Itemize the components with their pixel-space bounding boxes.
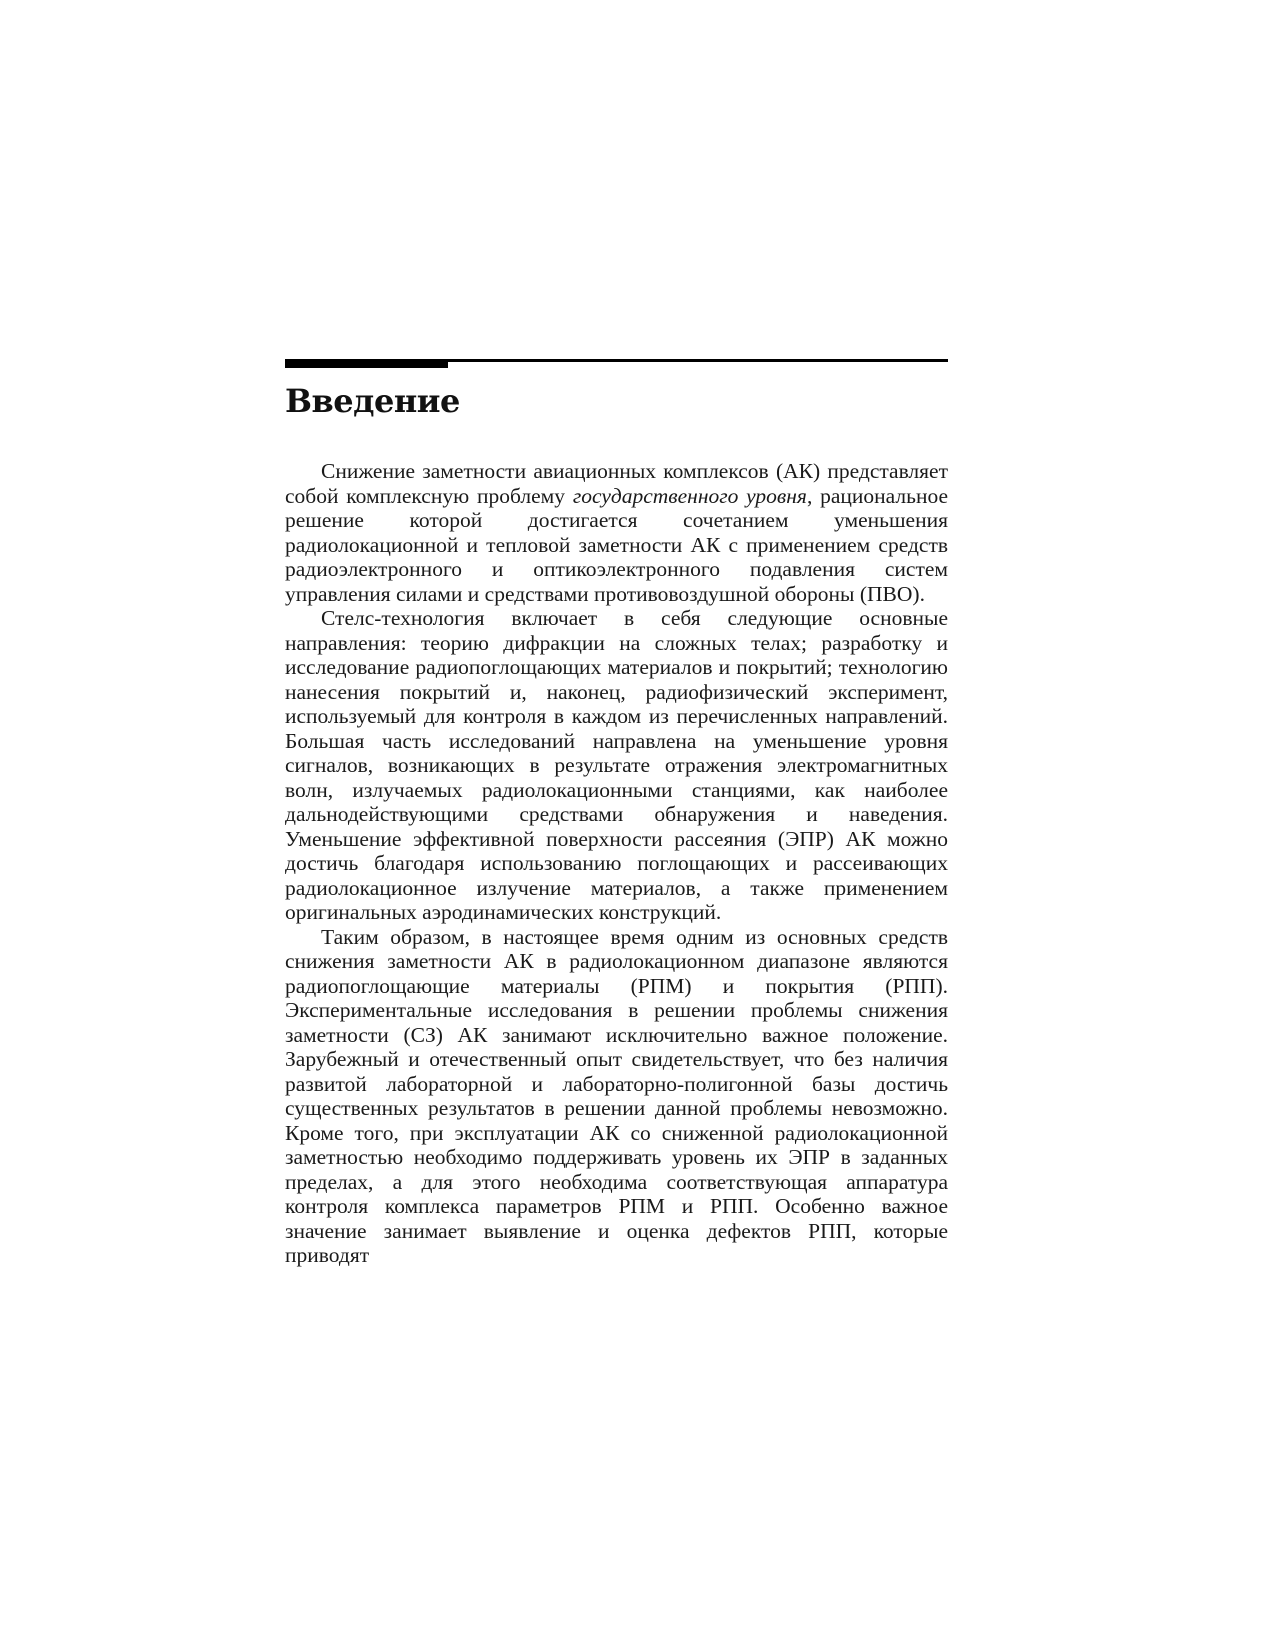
- paragraph-2: Стелс-технология включает в себя следующие основные направления: теорию дифракции на сложных телах; разработку и исследование радиопоглощающих материалов и покрытий; технологию нанесения покрытий и, наконец, радиофизический эксперимент, используемый для контроля в каждом из перечисленных направлений. Большая часть исследований направлена на уменьшение уровня сигналов, возникающих в результате отражения электромагнитных волн, излучаемых радиолокационными станциями, как наиболее дальнодействующими средствами обнаружения и наведения. Уменьшение эффективной поверхности рассеяния (ЭПР) АК можно достичь благодаря использованию поглощающих и рассеивающих радиолокационное излучение материалов, а также применением оригинальных аэродинамических конструкций.: [285, 606, 948, 924]
- paragraph-1-emphasis: государственного уровня: [572, 483, 807, 508]
- paragraph-1: [285, 459, 948, 606]
- chapter-title: Введение: [285, 382, 460, 420]
- paragraph-1-end: , рациональное решение которой достигается сочетанием уменьшения радиолокационной и тепловой заметности АК с применением средств радиоэлектронного и оптикоэлектронного подавления систем управления силами и средствами противовоздушной обороны (ПВО).: [285, 483, 949, 606]
- body-text: [285, 459, 948, 1268]
- chapter-rule-thick: [285, 359, 448, 368]
- paragraph-1-start: Снижение заметности авиационных комплексов (АК) представляет собой комплексную проблему: [285, 459, 948, 508]
- paragraph-3: Таким образом, в настоящее время одним из основных средств снижения заметности АК в радиолокационном диапазоне являются радиопоглощающие материалы (РПМ) и покрытия (РПП). Экспериментальные исследования в решении проблемы снижения заметности (СЗ) АК занимают исключительно важное положение. Зарубежный и отечественный опыт свидетельствует, что без наличия развитой лабораторной и лабораторно-полигонной базы достичь существенных результатов в решении данной проблемы невозможно. Кроме того, при эксплуатации АК со сниженной радиолокационной заметностью необходимо поддерживать уровень их ЭПР в заданных пределах, а для этого необходима соответствующая аппаратура контроля комплекса параметров РПМ и РПП. Особенно важное значение занимает выявление и оценка дефектов РПП, которые приводят: [285, 924, 948, 1267]
